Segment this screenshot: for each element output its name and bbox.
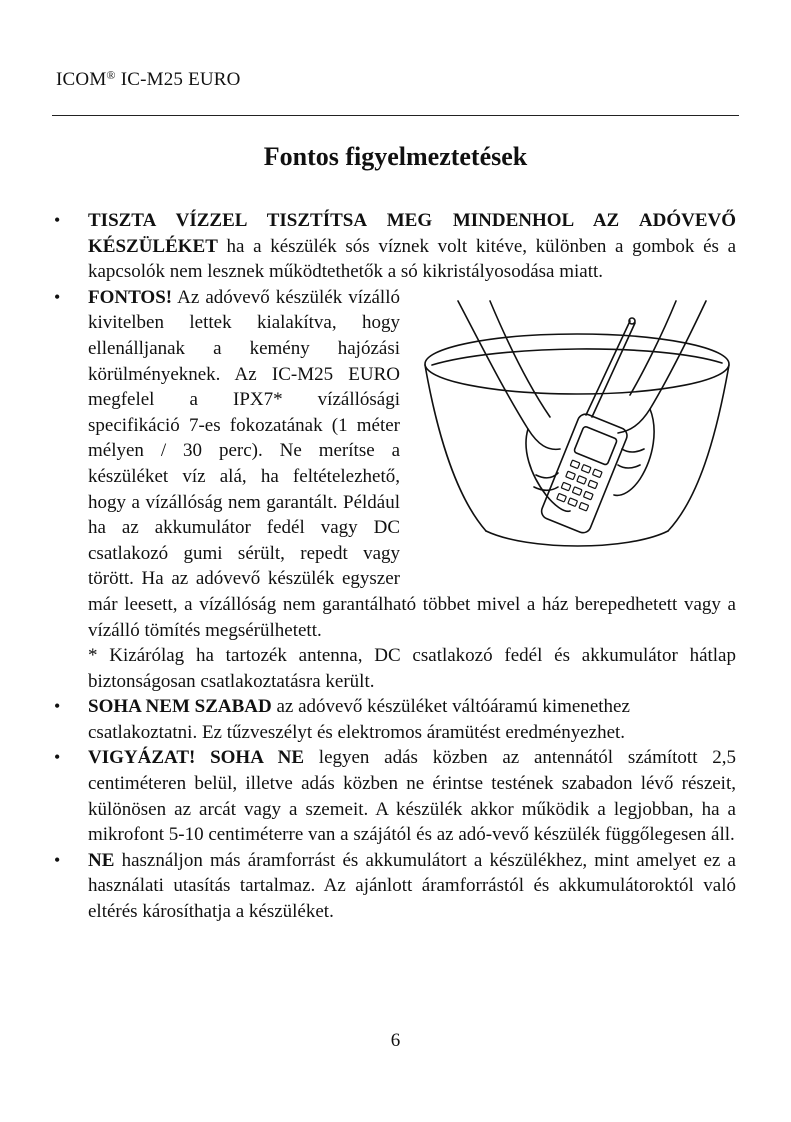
item-text: Az adóvevő készülék vízálló kivitelben lettek kialakítva, hogy ellenálljanak a kemény hajózási körülményeknek. Az IC-M25 EURO megfelel a IPX7* vízállósági specifikáció 7-es fokozatának (1 méter mélyen / 30 perc). Ne merítse a készüléket víz alá, ha feltételezhető, hogy a vízállóság nem garantált. Például ha az akkumulátor fedél vagy DC csatlakozó gumi sérült, repedt vagy törött. Ha az adóvevő készülék egyszer már leesett, a vízállóság nem garantálható többet mivel a ház berepedhetett vagy a vízálló tömítés megsérülhetett. (88, 286, 736, 641)
bucket-illustration-svg (418, 299, 736, 561)
running-header (56, 68, 241, 91)
list-item (54, 745, 736, 847)
bucket-rim (425, 334, 729, 394)
left-arm (458, 301, 560, 449)
bullet-icon: • (54, 286, 61, 307)
list-item (54, 285, 736, 695)
bullet-icon: • (54, 747, 61, 768)
list-item (54, 848, 736, 925)
bullet-icon: • (54, 210, 61, 230)
item-bold: SOHA NEM SZABAD (88, 696, 272, 718)
right-arm (618, 301, 706, 433)
list-item (54, 208, 736, 285)
item-text: használjon más áramforrást és akkumulátort a készülékhez, mint amelyet ez a használati utasítás tartalmaz. Az ajánlott áramforrástól és akkumulátoroktól való eltérés károsíthatja a készüléket. (88, 849, 736, 923)
radio-body (539, 412, 629, 535)
item-text: az adóvevő készüléket váltóáramú kimenethez csatlakoztatni. Ez tűzveszélyt és elektromos áramütést eredményezhet. (88, 696, 630, 743)
item-text: legyen adás közben az antennától számított 2,5 centiméteren belül, illetve adás közben ne érintse testének szabadon lévő részeit, különösen az arcát vagy a szemeit. A készülék akkor működik a legjobban, ha a mikrofont 5-10 centiméterre van a szájától és az adó-vevő készülék függőlegesen áll. (88, 747, 736, 846)
item-bold: FONTOS! (88, 286, 173, 308)
bucket-bottom (486, 531, 668, 546)
bullet-icon: • (54, 696, 61, 717)
bucket-left-side (425, 365, 486, 531)
item-bold: NE (88, 849, 115, 871)
radio-in-bucket-illustration (418, 299, 736, 561)
bullet-icon: • (54, 849, 61, 870)
item-text: ha a készülék sós víznek volt kitéve, különben a gombok és a kapcsolók nem lesznek működtethetők a só kikristályosodása miatt. (88, 235, 736, 283)
bucket-right-side (668, 365, 729, 531)
header-model: IC-M25 EURO (120, 69, 241, 90)
left-hand (526, 429, 570, 511)
page-number: 6 (390, 1030, 401, 1051)
registered-mark: ® (106, 68, 116, 82)
warning-list (54, 208, 736, 925)
header-brand: ICOM (56, 69, 107, 90)
page-title: Fontos figyelmeztetések (263, 142, 528, 171)
header-rule (52, 115, 739, 116)
item-bold: VIGYÁZAT! SOHA NE (88, 747, 305, 769)
list-item (54, 694, 736, 745)
footnote: * Kizárólag ha tartozék antenna, DC csatlakozó fedél és akkumulátor hátlap biztonságosan csatlakoztatásra került. (88, 645, 736, 692)
item-bold: TISZTA VÍZZEL TISZTÍTSA MEG MINDENHOL AZ ADÓVEVŐ KÉSZÜLÉKET (88, 210, 736, 257)
